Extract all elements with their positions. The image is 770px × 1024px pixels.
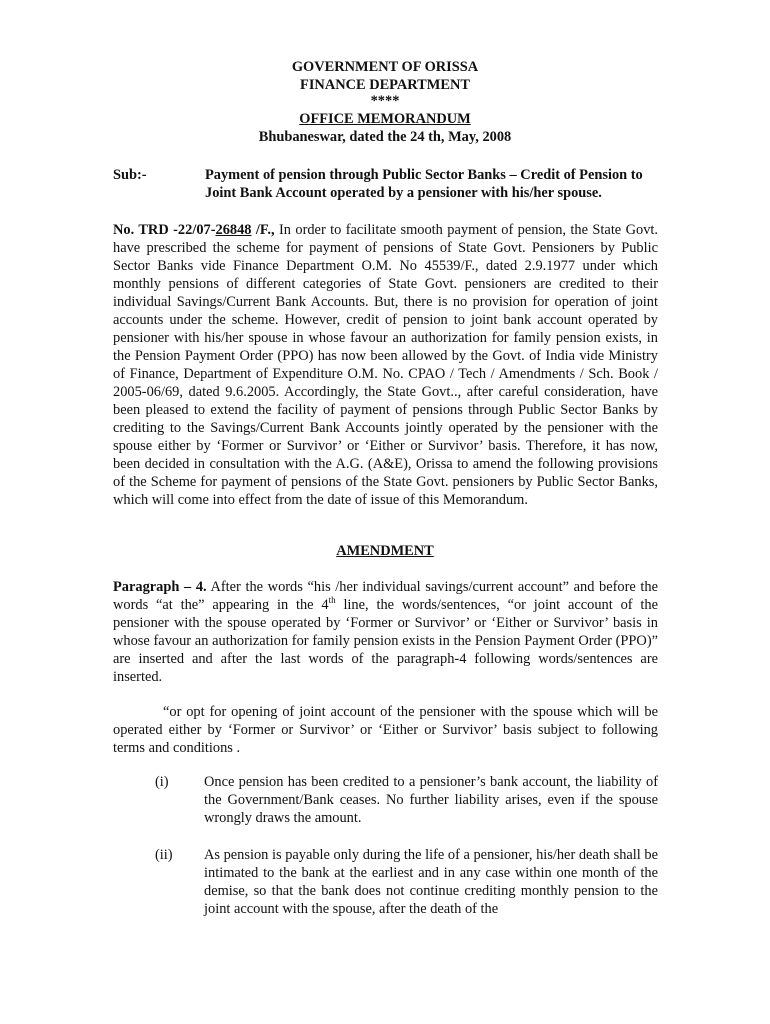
intro-paragraph: [113, 221, 658, 509]
condition-text: As pension is payable only during the life of a pensioner, his/her death shall be intimated to the bank at the earliest and in any case within one month of the demise, so that the bank does not continue crediting monthly pension to the joint account with the spouse, after the death of the: [204, 847, 658, 917]
memo-title: OFFICE MEMORANDUM: [299, 111, 471, 127]
condition-text: Once pension has been credited to a pensioner’s bank account, the liability of the Government/Bank ceases. No further liability arises, even if the spouse wrongly draws the amount.: [204, 774, 658, 826]
ordinal-suffix: th: [328, 595, 336, 606]
department-name: FINANCE DEPARTMENT: [300, 77, 470, 93]
memo-number-prefix: No. TRD -22/07-: [113, 222, 216, 238]
memo-number: 26848: [215, 222, 252, 238]
letterhead: [0, 58, 770, 146]
condition-number: (i): [155, 774, 169, 790]
subject-label: Sub:-: [113, 167, 147, 183]
paragraph-4-text-b: line, the words/sentences, “or joint account of the pensioner with the spouse operated by ‘Former or Survivor’ or ‘Either or Survivor’ basis in whose favour an authorization for family pension exists in the Pension Payment Order (PPO)” are inserted and after the last words of the paragraph-4 following words/sentences are inserted.: [113, 597, 658, 685]
dateline: Bhubaneswar, dated the 24 th, May, 2008: [258, 129, 512, 145]
memo-number-suffix: /F.,: [251, 222, 275, 238]
separator-stars: ****: [370, 93, 400, 109]
paragraph-4-label: Paragraph – 4.: [113, 579, 207, 595]
paragraph-4-text-a: After the words “his /her individual savings/current account” and before the words “at the” appearing in the 4: [113, 579, 659, 613]
quoted-paragraph: “or opt for opening of joint account of the pensioner with the spouse which will be operated either by ‘Former or Survivor’ or ‘Either or Survivor’ basis subject to following terms and conditions .: [113, 704, 658, 756]
paragraph-4: [113, 578, 658, 686]
subject-text: Payment of pension through Public Sector Banks – Credit of Pension to Joint Bank Account operated by a pensioner with his/her spouse.: [205, 167, 643, 201]
amendment-heading: AMENDMENT: [336, 543, 434, 559]
government-name: GOVERNMENT OF ORISSA: [291, 59, 479, 75]
condition-number: (ii): [155, 847, 173, 863]
intro-body: In order to facilitate smooth payment of pension, the State Govt. have prescribed the scheme for payment of pensions of State Govt. Pensioners by Public Sector Banks vide Finance Department O.M. No 45539/F., dated 2.9.1977 under which monthly pensions of different categories of State Govt. pensioners are credited to their individual Savings/Current Bank Accounts. But, there is no provision for operation of joint accounts under the scheme. However, credit of pension to joint bank account operated by pensioner with his/her spouse in whose favour an authorization for family pension exists, in the Pension Payment Order (PPO) has now been allowed by the Govt. of India vide Ministry of Finance, Department of Expenditure O.M. No. CPAO / Tech / Amendments / Sch. Book / 2005-06/69, dated 9.6.2005. Accordingly, the State Govt.., after careful consideration, have been pleased to extend the facility of payment of pensions through Public Sector Banks by crediting to the Savings/Current Bank Accounts jointly operated by the pensioner with the spouse either by ‘Former or Survivor’ or ‘Either or Survivor’ basis. Therefore, it has now, been decided in consultation with the A.G. (A&E), Orissa to amend the following provisions of the Scheme for payment of pensions of the State Govt. pensioners by Public Sector Banks, which will come into effect from the date of issue of this Memorandum.: [113, 222, 658, 508]
